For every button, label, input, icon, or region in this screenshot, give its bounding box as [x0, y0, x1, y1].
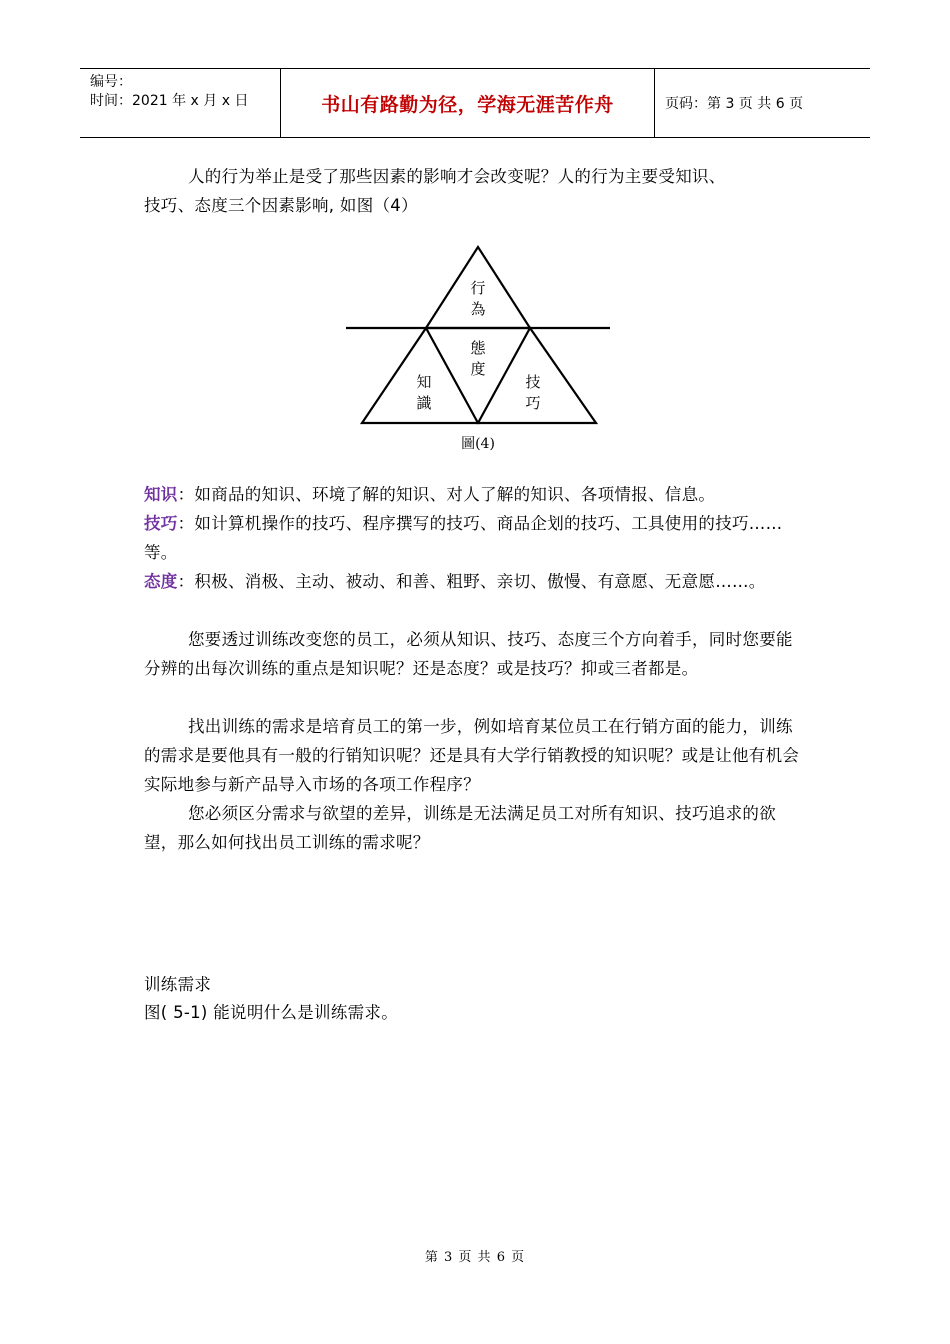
triangle-diagram — [344, 244, 612, 456]
paragraph-3: 您必须区分需求与欲望的差异，训练是无法满足员工对所有知识、技巧追求的欲望，那么如何找出员工训练的需求呢？ — [144, 804, 776, 852]
center-label-char-1: 態 — [470, 339, 486, 357]
attitude-keyword: 态度 — [144, 572, 178, 591]
top-label-char-2: 為 — [470, 300, 486, 318]
attitude-text: ：积极、消极、主动、被动、和善、粗野、亲切、傲慢、有意愿、无意愿……。 — [177, 572, 766, 591]
paragraph-1: 您要透过训练改变您的员工，必须从知识、技巧、态度三个方向着手，同时您要能分辨的出每次训练的重点是知识呢？还是态度？或是技巧？抑或三者都是。 — [144, 630, 793, 678]
knowledge-keyword: 知识 — [144, 485, 178, 504]
header-time: 时间：2021 年 x 月 x 日 — [90, 93, 249, 109]
intro-line-1: 人的行为举止是受了那些因素的影响才会改变呢？人的行为主要受知识、 — [188, 167, 726, 186]
center-label-char-2: 度 — [470, 360, 486, 378]
left-label-char-1: 知 — [416, 373, 432, 391]
section-title: 训练需求 — [144, 975, 212, 994]
skill-keyword: 技巧 — [144, 514, 178, 533]
attitude-definition — [144, 567, 807, 596]
header-meta — [90, 73, 248, 111]
behavior-triangle-figure — [344, 244, 612, 456]
left-label-char-2: 識 — [416, 394, 432, 412]
header-divider — [654, 69, 655, 137]
figure-caption: 圖(4) — [461, 436, 495, 452]
header-number: 编号： — [90, 74, 132, 90]
knowledge-definition — [144, 480, 807, 509]
page-header — [80, 68, 870, 138]
section-text: 图( 5-1) 能说明什么是训练需求。 — [144, 1003, 399, 1022]
right-label-char-2: 巧 — [525, 394, 541, 412]
header-motto: 书山有路勤为径，学海无涯苦作舟 — [321, 93, 614, 116]
skill-text: ：如计算机操作的技巧、程序撰写的技巧、商品企划的技巧、工具使用的技巧……等。 — [144, 514, 783, 562]
top-label-char-1: 行 — [470, 279, 486, 297]
skill-definition — [144, 509, 807, 567]
page-footer: 第 3 页 共 6 页 — [424, 1250, 526, 1265]
paragraph-2: 找出训练的需求是培育员工的第一步，例如培育某位员工在行销方面的能力，训练的需求是要他具有一般的行销知识呢？还是具有大学行销教授的知识呢？或是让他有机会实际地参与新产品导入市场的各项工作程序？ — [144, 717, 800, 794]
header-page-number: 页码：第 3 页 共 6 页 — [665, 96, 804, 112]
right-label-char-1: 技 — [525, 373, 541, 391]
intro-line-2: 技巧、态度三个因素影响, 如图（4） — [144, 196, 418, 215]
knowledge-text: ：如商品的知识、环境了解的知识、对人了解的知识、各项情报、信息。 — [177, 485, 716, 504]
